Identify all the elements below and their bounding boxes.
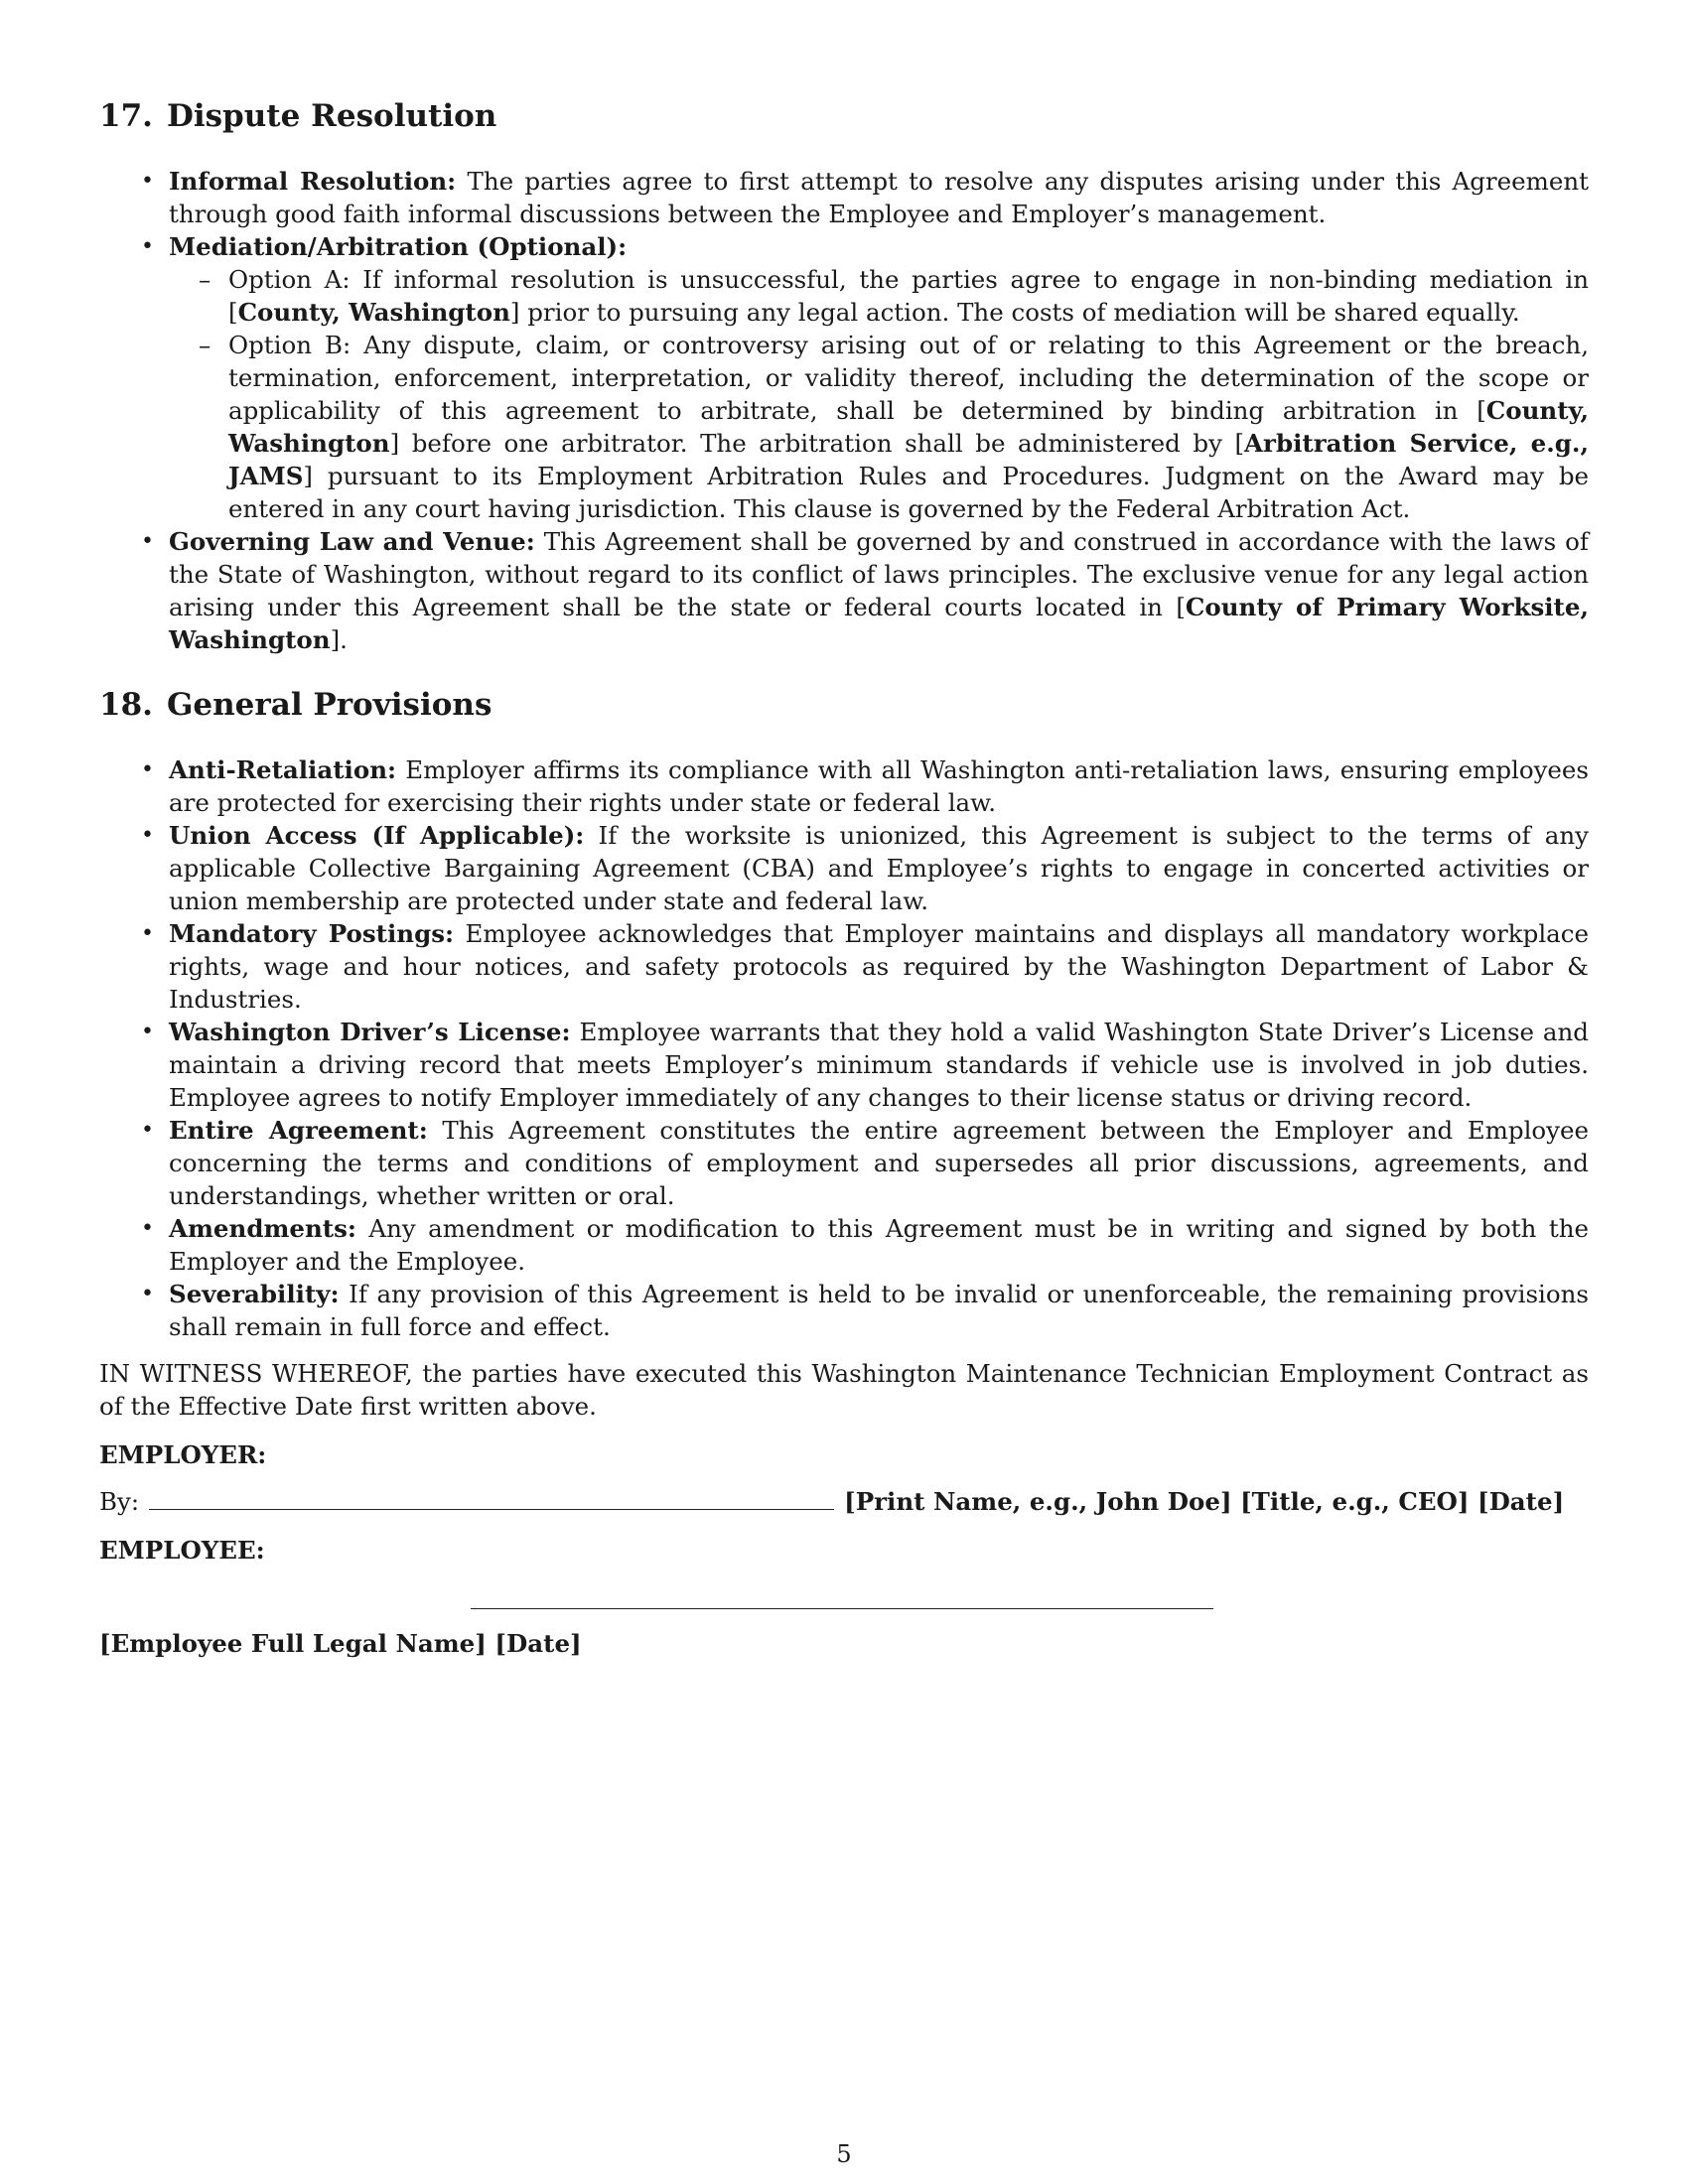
placeholder-county: County, Washington xyxy=(237,298,510,327)
dispute-resolution-list xyxy=(99,165,1589,656)
item-label: Washington Driver’s License: xyxy=(169,1018,571,1046)
list-item xyxy=(169,753,1589,819)
list-item: • Governing Law and Venue: This Agreement shall be governed by and construed in accordance with the laws of the State of Washington, without regard to its conflict of laws principles. The exclusive venue for any legal action arising under this Agreement shall be the state or federal courts located in [County of Primary Worksite, Washington]. xyxy=(169,525,1589,656)
item-text: This Agreement constitutes the entire agreement between the Employer and Employee concerning the terms and conditions of employment and supersedes all prior discussions, agreements, and understandings, whether written or oral. xyxy=(169,1116,1589,1210)
item-text: This Agreement shall be governed by and construed in accordance with the laws of the State of Washington, without regard to its conflict of laws principles. The exclusive venue for any legal action arising under this Agreement shall be the state or federal courts located in xyxy=(169,527,1589,621)
section-18-heading xyxy=(99,676,1589,734)
page-number: 5 xyxy=(836,2140,852,2168)
employer-signature-field[interactable] xyxy=(149,1485,834,1510)
item-label: Mediation/Arbitration (Optional): xyxy=(169,232,628,261)
placeholder-county-worksite: County of Primary Worksite, Washington xyxy=(169,593,1589,654)
option-text: Option A: If informal resolution is unsuccessful, the parties agree to engage in non-binding mediation in xyxy=(228,265,1589,294)
employee-signature-field[interactable] xyxy=(471,1594,1213,1609)
item-label: Governing Law and Venue: xyxy=(169,527,535,556)
item-text: If any provision of this Agreement is held to be invalid or unenforceable, the remaining provisions shall remain in full force and effect. xyxy=(169,1280,1589,1341)
employee-date-placeholder: Date xyxy=(506,1629,571,1658)
section-title: Dispute Resolution xyxy=(166,98,497,134)
list-item xyxy=(169,1016,1589,1114)
list-item xyxy=(169,1278,1589,1343)
item-text: Employee warrants that they hold a valid Washington State Driver’s License and maintain a driving record that meets Employer’s minimum standards if vehicle use is involved in job duties. Employee agrees to notify Employer immediately of any changes to their license status or driving record. xyxy=(169,1018,1589,1112)
item-label: Amendments: xyxy=(169,1214,356,1243)
by-label: By: xyxy=(99,1487,140,1516)
item-text: If the worksite is unionized, this Agreement is subject to the terms of any applicable Collective Bargaining Agreement (CBA) and Employee’s rights to engage in concerted activities or union membership are protected under state and federal law. xyxy=(169,821,1589,915)
print-name-placeholder: Print Name, e.g., John Doe xyxy=(855,1487,1220,1516)
placeholder-arbitration-service: Arbitration Service, e.g., JAMS xyxy=(228,429,1589,490)
employer-fields: [Print Name, e.g., John Doe] [Title, e.g., CEO] [Date] xyxy=(844,1487,1565,1516)
list-item xyxy=(169,917,1589,1016)
item-label: Union Access (If Applicable): xyxy=(169,821,585,850)
item-text: Employer affirms its compliance with all Washington anti-retaliation laws, ensuring employees are protected for exercising their rights under state or federal law. xyxy=(169,755,1589,817)
option-a: – Option A: If informal resolution is unsuccessful, the parties agree to engage in non-binding mediation in [County, Washington] prior to pursuing any legal action. The costs of mediation will be shared equally. xyxy=(228,263,1589,329)
item-text: The parties agree to first attempt to resolve any disputes arising under this Agreement through good faith informal discussions between the Employee and Employer’s management. xyxy=(169,167,1589,228)
item-label: Informal Resolution: xyxy=(169,167,457,196)
item-text: Any amendment or modification to this Agreement must be in writing and signed by both the Employer and the Employee. xyxy=(169,1214,1589,1276)
section-title: General Provisions xyxy=(166,687,492,723)
option-text: prior to pursuing any legal action. The costs of mediation will be shared equally. xyxy=(519,298,1520,327)
item-text: . xyxy=(340,625,348,654)
item-label: Anti-Retaliation: xyxy=(169,755,397,784)
list-item xyxy=(169,819,1589,917)
section-number: 18. xyxy=(99,687,153,723)
option-b: – Option B: Any dispute, claim, or controversy arising out of or relating to this Agreement or the breach, termination, enforcement, interpretation, or validity thereof, including the determination of the scope or applicability of this agreement to arbitrate, shall be determined by binding arbitration in [County, Washington] before one arbitrator. The arbitration shall be administered by [Arbitration Service, e.g., JAMS] pursuant to its Employment Arbitration Rules and Procedures. Judgment on the Award may be entered in any court having jurisdiction. This clause is governed by the Federal Arbitration Act. xyxy=(228,329,1589,525)
item-label: Severability: xyxy=(169,1280,340,1308)
date-placeholder: Date xyxy=(1488,1487,1553,1516)
list-item xyxy=(169,165,1589,230)
employee-fields: [Employee Full Legal Name] [Date] xyxy=(99,1629,582,1658)
general-provisions-list xyxy=(99,753,1589,1343)
option-text: before one arbitrator. The arbitration shall be administered by xyxy=(399,429,1235,458)
list-item xyxy=(169,1212,1589,1278)
section-17-heading xyxy=(99,87,1589,145)
title-placeholder: Title, e.g., CEO xyxy=(1251,1487,1458,1516)
employer-label: EMPLOYER: xyxy=(99,1440,267,1469)
employer-signature-line xyxy=(99,1485,1589,1518)
item-text: Employee acknowledges that Employer maintains and displays all mandatory workplace rights, wage and hour notices, and safety protocols as required by the Washington Department of Labor & Industries. xyxy=(169,919,1589,1014)
employee-name-placeholder: Employee Full Legal Name xyxy=(110,1629,476,1658)
section-number: 17. xyxy=(99,98,153,134)
item-label: Mandatory Postings: xyxy=(169,919,455,948)
placeholder-county: County, Washington xyxy=(228,396,1589,458)
options-sublist xyxy=(169,263,1589,525)
list-item xyxy=(169,230,1589,525)
page-content xyxy=(99,87,1589,1660)
employee-label: EMPLOYEE: xyxy=(99,1536,265,1565)
option-text: pursuant to its Employment Arbitration Rules and Procedures. Judgment on the Award may be entered in any court having jurisdiction. This clause is governed by the Federal Arbitration Act. xyxy=(228,462,1589,523)
option-text: Option B: Any dispute, claim, or controversy arising out of or relating to this Agreement or the breach, termination, enforcement, interpretation, or validity thereof, including the determination of the scope or applicability of this agreement to arbitrate, shall be determined by binding arbitration in xyxy=(228,331,1589,425)
witness-paragraph: IN WITNESS WHEREOF, the parties have executed this Washington Maintenance Technician Employment Contract as of the Effective Date first written above. xyxy=(99,1359,1589,1421)
list-item xyxy=(169,1114,1589,1212)
item-label: Entire Agreement: xyxy=(169,1116,428,1145)
